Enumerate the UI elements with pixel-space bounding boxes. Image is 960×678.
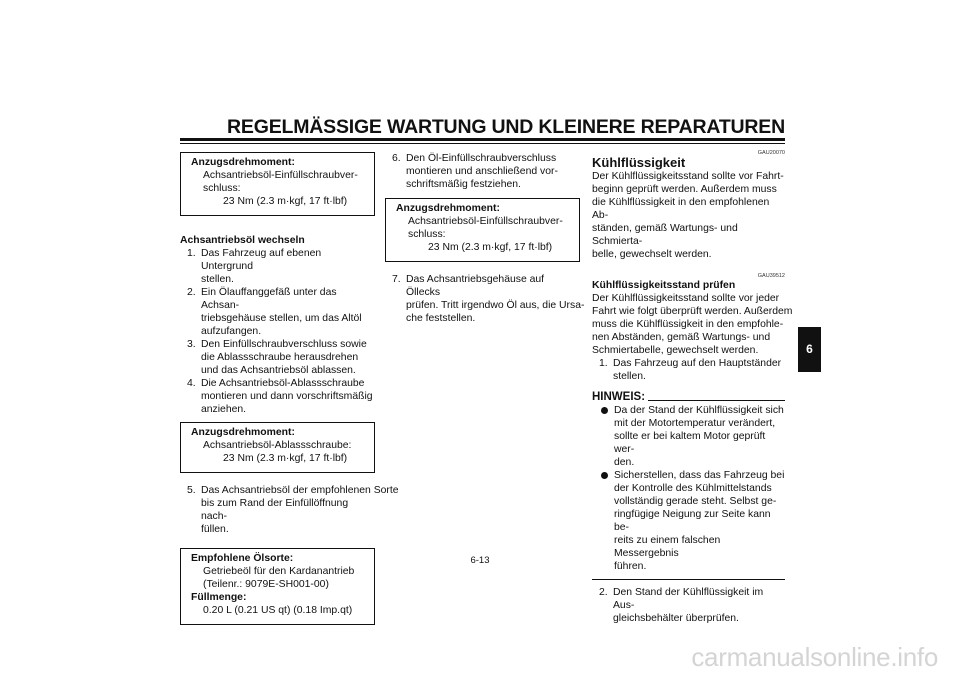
oil-type-value: Getriebeöl für den Kardanantrieb [203, 566, 355, 577]
paragraph-line: muss die Kühlflüssigkeit in den empfohle- [592, 319, 784, 330]
step-item [592, 357, 785, 383]
step-text: Das Fahrzeug auf ebenen Untergrund [201, 248, 322, 272]
bullet-text: der Kontrolle des Kühlmittelstands [614, 483, 772, 494]
paragraph-line: Fahrt wie folgt überprüft werden. Außerdem [592, 306, 793, 317]
bullet-text: den. [614, 457, 635, 468]
torque-value: 23 Nm (2.3 m·kgf, 17 ft·lbf) [223, 196, 348, 207]
oil-quantity-heading: Füllmenge: [191, 592, 247, 603]
torque-box-drain [180, 422, 375, 473]
step-number: 7. [392, 274, 401, 285]
paragraph-line: Schmiertabelle, gewechselt werden. [592, 345, 759, 356]
step-text: schriftsmäßig festziehen. [406, 179, 521, 190]
step-text: Das Achsantriebsgehäuse auf Öllecks [406, 274, 545, 298]
step-item [385, 273, 585, 325]
bullet-icon [601, 472, 608, 479]
bullet-text: vollständig gerade steht. Selbst ge- [614, 496, 777, 507]
step-item [385, 152, 580, 191]
torque-heading: Anzugsdrehmoment: [396, 203, 500, 214]
chapter-tab: 6 [798, 327, 821, 372]
step-text: Den Stand der Kühlflüssigkeit im Aus- [613, 587, 764, 611]
step-text: montieren und anschließend vor- [406, 166, 558, 177]
note-bullet [592, 469, 785, 573]
step-number: 1. [599, 358, 608, 369]
torque-box-filler-2 [385, 198, 580, 262]
step-text: prüfen. Tritt irgendwo Öl aus, die Ursa- [406, 300, 585, 311]
bullet-text: Da der Stand der Kühlflüssigkeit sich [614, 405, 784, 416]
step-text: montieren und dann vorschriftsmäßig [201, 391, 373, 402]
note-title: HINWEIS: [592, 391, 646, 403]
reference-code: GAU39512 [757, 273, 785, 279]
watermark [0, 642, 960, 673]
torque-label: Achsantriebsöl-Einfüllschraubver- [408, 216, 563, 227]
bullet-icon [601, 407, 608, 414]
step-item [180, 338, 375, 377]
step-item [180, 484, 399, 536]
torque-value: 23 Nm (2.3 m·kgf, 17 ft·lbf) [428, 242, 553, 253]
watermark-text: carmanualsonline.info [691, 642, 938, 672]
step-item [180, 247, 375, 286]
step-item [180, 377, 375, 416]
bullet-text: ringfügige Neigung zur Seite kann be- [614, 509, 771, 533]
title-rule-thin [180, 143, 785, 144]
oil-spec-box [180, 548, 375, 625]
step-item [592, 586, 785, 625]
step-number: 4. [187, 378, 196, 389]
paragraph-line: Der Kühlflüssigkeitsstand sollte vor Fahrt- [592, 171, 784, 182]
subsection-heading: Kühlflüssigkeitsstand prüfen [592, 280, 736, 291]
torque-box-filler [180, 152, 375, 216]
step-text: stellen. [201, 274, 234, 285]
step-text: gleichsbehälter überprüfen. [613, 613, 739, 624]
step-text: anziehen. [201, 404, 247, 415]
step-text: Die Achsantriebsöl-Ablassschraube [201, 378, 365, 389]
step-text: Den Öl-Einfüllschraubverschluss [406, 153, 557, 164]
torque-label: schluss: [203, 183, 241, 194]
column-middle [385, 152, 585, 325]
step-number: 5. [187, 485, 196, 496]
section-title: Achsantriebsöl wechseln [180, 235, 305, 246]
page-title: REGELMÄSSIGE WARTUNG UND KLEINERE REPARATUREN [227, 116, 785, 138]
paragraph-line: beginn geprüft werden. Außerdem muss [592, 184, 777, 195]
paragraph-line: die Kühlflüssigkeit in den empfohlenen Ab- [592, 197, 770, 221]
step-text: triebsgehäuse stellen, um das Altöl [201, 313, 362, 324]
step-item [180, 286, 375, 338]
oil-part-number: (Teilenr.: 9079E-SH001-00) [203, 579, 329, 590]
step-text: stellen. [613, 371, 646, 382]
column-right [592, 150, 793, 625]
step-number: 6. [392, 153, 401, 164]
bullet-text: Sicherstellen, dass das Fahrzeug bei [614, 470, 785, 481]
bullet-text: sollte er bei kaltem Motor geprüft wer- [614, 431, 766, 455]
torque-label: Achsantriebsöl-Einfüllschraubver- [203, 170, 358, 181]
paragraph-line: nen Abständen, gemäß Wartungs- und [592, 332, 771, 343]
step-text: Das Achsantriebsöl der empfohlenen Sorte [201, 485, 399, 496]
torque-heading: Anzugsdrehmoment: [191, 157, 295, 168]
torque-label: Achsantriebsöl-Ablassschraube: [203, 440, 352, 451]
page-number: 6-13 [470, 555, 490, 566]
torque-value: 23 Nm (2.3 m·kgf, 17 ft·lbf) [223, 453, 348, 464]
section-heading: Kühlflüssigkeit [592, 155, 686, 170]
note-header [592, 391, 785, 404]
step-text: Ein Ölauffanggefäß unter das Achsan- [201, 287, 337, 311]
step-number: 3. [187, 339, 196, 350]
step-number: 2. [187, 287, 196, 298]
oil-type-heading: Empfohlene Ölsorte: [191, 553, 294, 564]
step-number: 1. [187, 248, 196, 259]
bullet-text: mit der Motortemperatur verändert, [614, 418, 776, 429]
torque-label: schluss: [408, 229, 446, 240]
step-text: aufzufangen. [201, 326, 262, 337]
paragraph-line: belle, gewechselt werden. [592, 249, 712, 260]
oil-quantity-value: 0.20 L (0.21 US qt) (0.18 Imp.qt) [203, 605, 353, 616]
column-left [180, 152, 399, 625]
note-rule [648, 400, 785, 401]
torque-heading: Anzugsdrehmoment: [191, 427, 295, 438]
bullet-text: reits zu einem falschen Messergebnis [614, 535, 721, 559]
step-text: füllen. [201, 524, 229, 535]
step-text: die Ablassschraube herausdrehen [201, 352, 359, 363]
note-bullet [592, 404, 785, 469]
step-text: und das Achsantriebsöl ablassen. [201, 365, 356, 376]
title-rule-thick [180, 138, 785, 141]
step-text: Den Einfüllschraubverschluss sowie [201, 339, 367, 350]
step-text: bis zum Rand der Einfüllöffnung nach- [201, 498, 349, 522]
step-number: 2. [599, 587, 608, 598]
step-text: che feststellen. [406, 313, 476, 324]
paragraph-line: Der Kühlflüssigkeitsstand sollte vor jeder [592, 293, 780, 304]
reference-code: GAU20070 [757, 150, 785, 156]
bullet-text: führen. [614, 561, 647, 572]
step-text: Das Fahrzeug auf den Hauptständer [613, 358, 782, 369]
paragraph-line: ständen, gemäß Wartungs- und Schmierta- [592, 223, 738, 247]
